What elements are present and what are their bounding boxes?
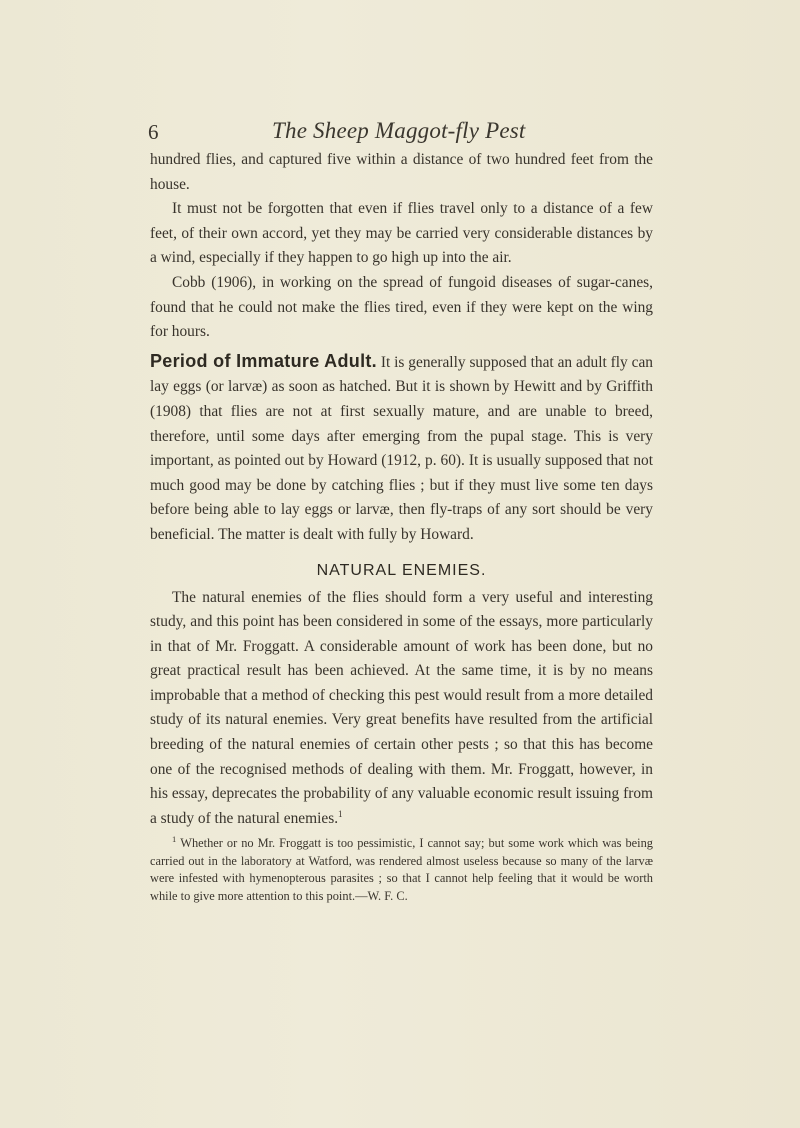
- footnote-mark: 1: [172, 834, 177, 845]
- paragraph-continued: hundred flies, and captured five within a distance of two hundred feet from the house.: [150, 151, 653, 193]
- natural-enemies-heading: NATURAL ENEMIES.: [316, 561, 487, 579]
- paragraph-natural-enemies: [150, 586, 653, 832]
- footnote-text: Whether or no Mr. Froggatt is too pessimistic, I cannot say; but some work which was being carried out in the laboratory at Watford, was rendered almost useless because so many of the larvæ were infested with hymenopterous parasites ; so that I cannot help feeling that it would be worth while to give more attention to this point.—W. F. C.: [150, 836, 653, 903]
- running-title: The Sheep Maggot-fly Pest: [272, 118, 526, 143]
- section-heading: Period of Immature Adult.: [150, 350, 377, 371]
- paragraph-immature-adult: It is generally supposed that an adult fly can lay eggs (or larvæ) as soon as hatched. But it is shown by Hewitt and by Griffith (1908) that flies are not at first sexually mature, and are unable to breed, therefore, until some days after emerging from the pupal stage. This is very important, as pointed out by Howard (1912, p. 60). It is usually supposed that not much good may be done by catching flies ; but if they must live some ten days before being able to lay eggs or larvæ, then fly-traps of any sort should be very beneficial. The matter is dealt with fully by Howard.: [150, 353, 653, 543]
- page-number: 6: [148, 120, 159, 144]
- paragraph-cobb: Cobb (1906), in working on the spread of fungoid diseases of sugar-canes, found that he could not make the flies tired, even if they were kept on the wing for hours.: [150, 273, 653, 341]
- footnote-reference[interactable]: 1: [338, 808, 343, 819]
- page-header: [0, 120, 800, 150]
- paragraph-wind-dispersal: It must not be forgotten that even if flies travel only to a distance of a few feet, of their own accord, yet they may be carried very considerable distances by a wind, especially if they happen to go high up into the air.: [150, 200, 653, 267]
- page-body: [150, 148, 653, 905]
- section-immature-adult: [150, 349, 653, 548]
- paragraph-natural-enemies-text: The natural enemies of the flies should form a very useful and interesting study, and this point has been considered in some of the essays, more particularly in that of Mr. Froggatt. A considerable amount of work has been done, but no great practical result has been achieved. At the same time, it is by no means improbable that a method of checking this pest would result from a more detailed study of its natural enemies. Very great benefits have resulted from the artificial breeding of the natural enemies of certain other pests ; so that this has become one of the recognised methods of dealing with them. Mr. Froggatt, however, in his essay, deprecates the probability of any valuable economic result issuing from a study of the natural enemies.: [150, 588, 653, 827]
- footnote: [150, 835, 653, 905]
